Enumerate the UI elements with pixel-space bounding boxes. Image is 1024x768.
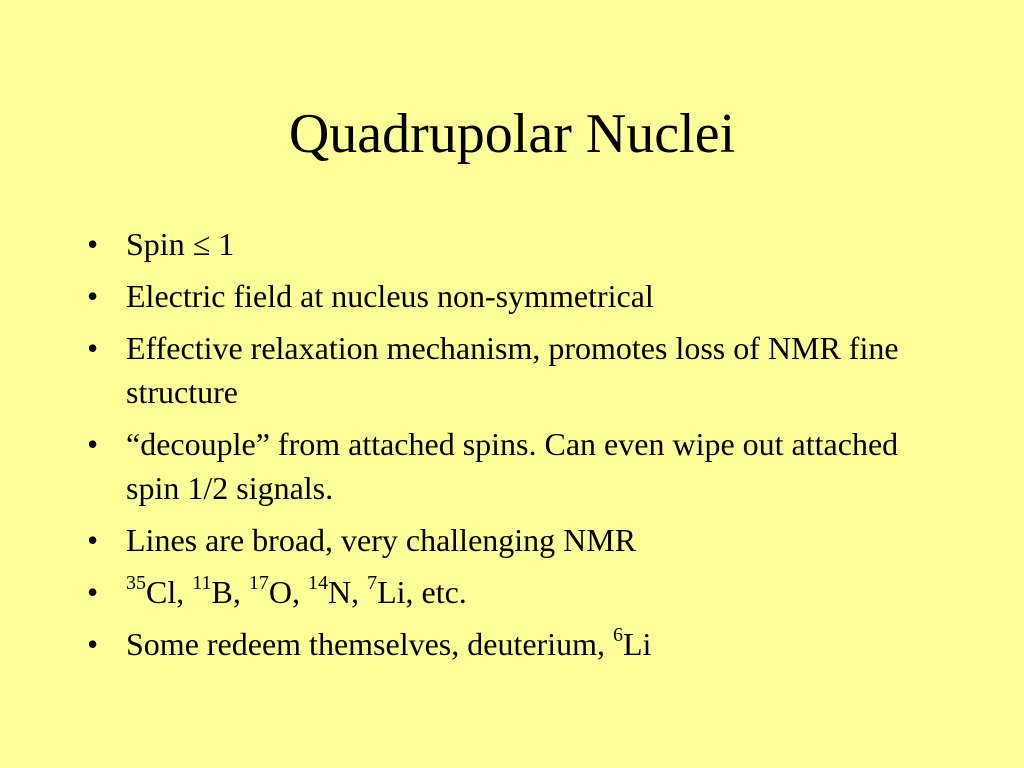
- bullet-icon: •: [87, 226, 99, 262]
- isotope-symbol: B,: [211, 574, 249, 610]
- bullet-list: [87, 222, 947, 674]
- isotope-mass: 6: [612, 624, 623, 646]
- bullet-item: [87, 274, 947, 318]
- bullet-icon: •: [87, 522, 99, 558]
- bullet-item-isotopes: [87, 570, 947, 614]
- bullet-item-redeem: [87, 622, 947, 666]
- redeem-text: Some redeem themselves, deuterium,: [126, 626, 613, 662]
- bullet-text: “decouple” from attached spins. Can even wipe out attached spin 1/2 signals.: [126, 426, 899, 506]
- bullet-text: Lines are broad, very challenging NMR: [126, 522, 637, 558]
- bullet-item: [87, 422, 947, 510]
- isotope-mass: 7: [367, 572, 378, 594]
- isotope-list: [126, 574, 467, 610]
- isotope-symbol: N,: [327, 574, 368, 610]
- isotope-mass: 11: [192, 572, 212, 594]
- bullet-icon: •: [87, 330, 99, 366]
- bullet-icon: •: [87, 626, 99, 662]
- bullet-item: [87, 222, 947, 266]
- bullet-item: [87, 326, 947, 414]
- isotope-symbol: Li, etc.: [377, 574, 467, 610]
- isotope-mass: 14: [307, 572, 328, 594]
- bullet-text: Electric field at nucleus non-symmetrical: [126, 278, 654, 314]
- bullet-icon: •: [87, 426, 99, 462]
- isotope-symbol: Li: [622, 626, 652, 662]
- isotope-symbol: O,: [268, 574, 308, 610]
- isotope-mass: 17: [248, 572, 269, 594]
- isotope-symbol: Cl,: [146, 574, 193, 610]
- isotope-mass: 35: [126, 572, 146, 594]
- bullet-text: Spin ≤ 1: [126, 226, 235, 262]
- bullet-icon: •: [87, 574, 99, 610]
- slide-title: Quadrupolar Nuclei: [288, 103, 736, 165]
- bullet-item: [87, 518, 947, 562]
- bullet-icon: •: [87, 278, 99, 314]
- bullet-text: Effective relaxation mechanism, promotes loss of NMR fine structure: [126, 330, 899, 410]
